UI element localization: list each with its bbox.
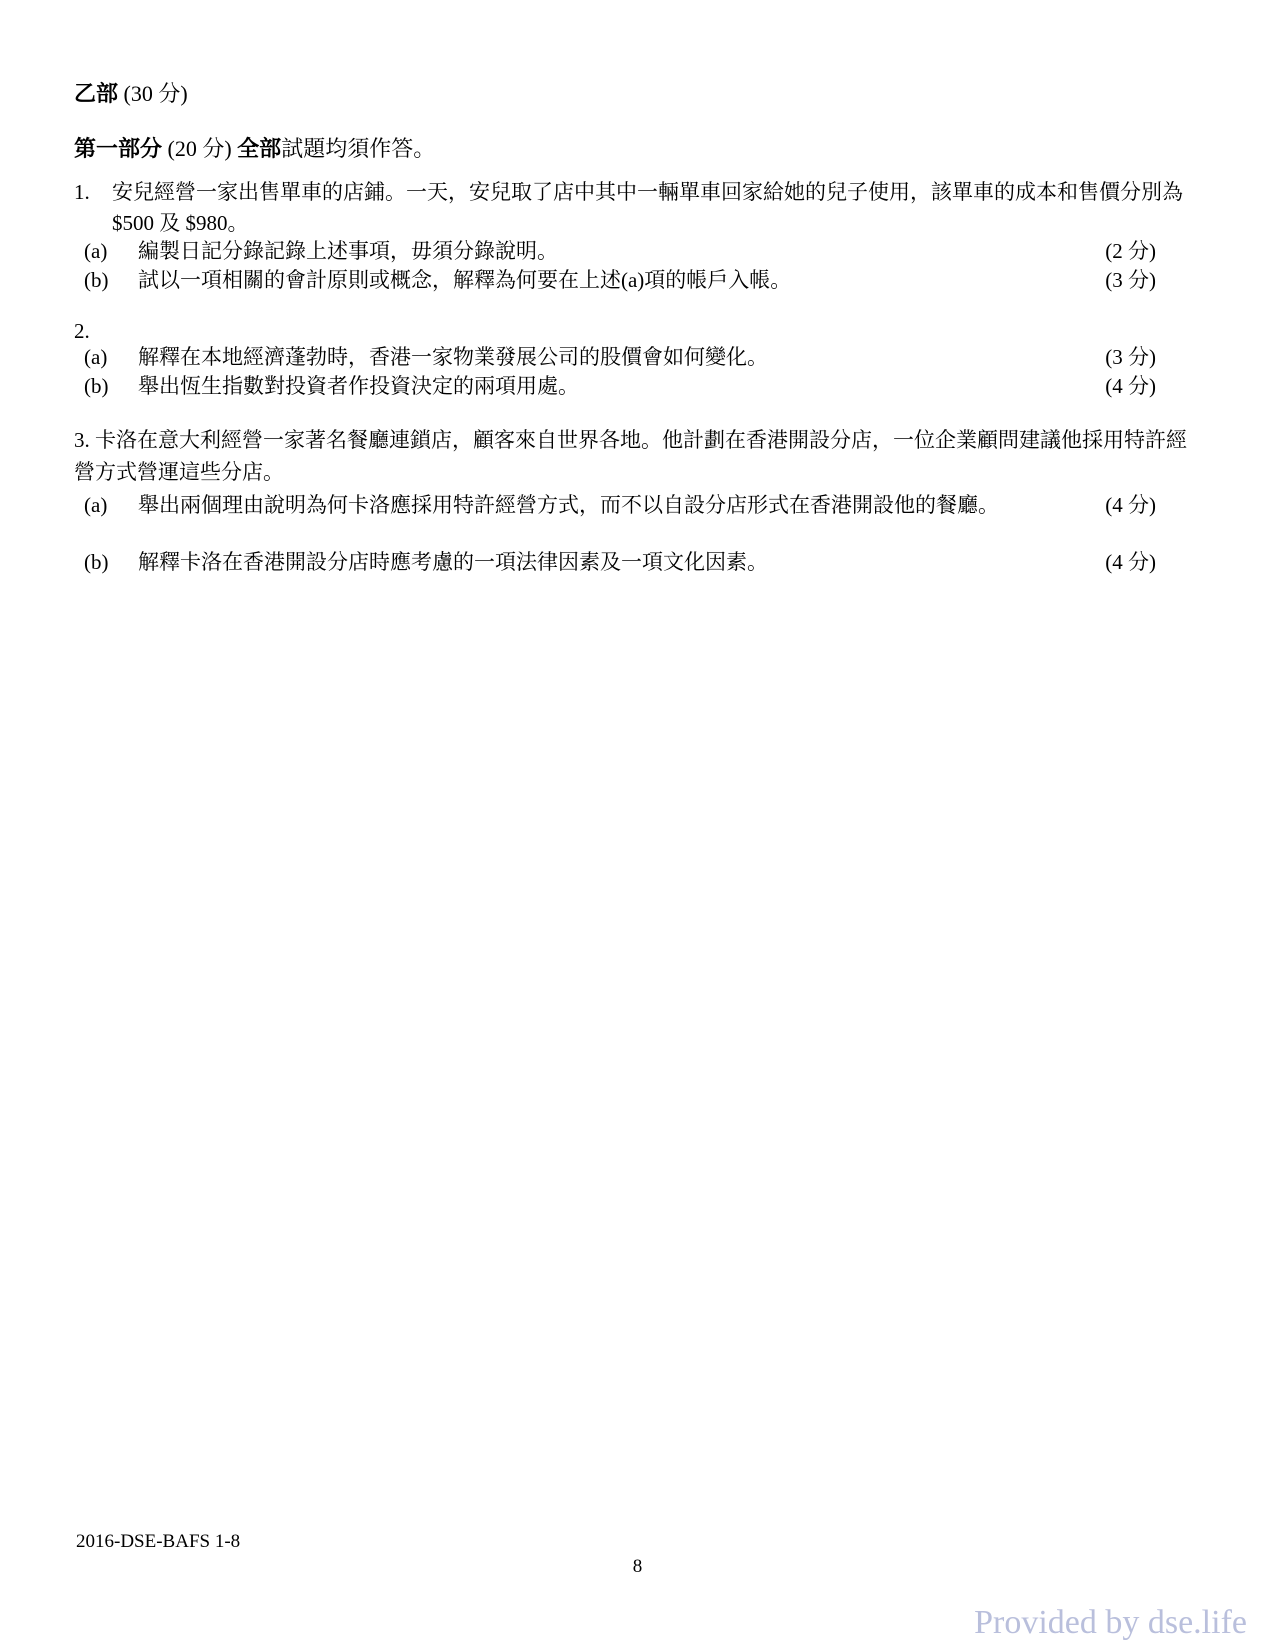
part-marks: (3 分) [1105, 268, 1156, 292]
part-label: (b) [84, 374, 109, 398]
part-label: 第一部分 [74, 136, 163, 161]
part-marks: (4 分) [1105, 550, 1156, 574]
question-1a [84, 236, 1156, 266]
page-number: 8 [632, 1556, 643, 1577]
part-text: 解釋卡洛在香港開設分店時應考慮的一項法律因素及一項文化因素。 [138, 550, 768, 574]
question-3 [74, 424, 1204, 488]
question-number: 1. [74, 180, 90, 204]
question-number: 3. [74, 428, 90, 452]
part-label: (a) [84, 345, 108, 369]
part-marks: (4 分) [1105, 493, 1156, 517]
question-number: 2. [74, 319, 90, 343]
question-2a [84, 342, 1156, 372]
part-text: 編製日記分錄記錄上述事項，毋須分錄說明。 [138, 239, 558, 263]
part-label: (b) [84, 268, 109, 292]
watermark: Provided by dse.life [974, 1604, 1247, 1641]
part-text: 舉出兩個理由說明為何卡洛應採用特許經營方式，而不以自設分店形式在香港開設他的餐廳。 [138, 493, 999, 517]
part-marks: (3 分) [1105, 345, 1156, 369]
question-1b [84, 265, 1156, 295]
question-stem: 安兒經營一家出售單車的店鋪。一天，安兒取了店中其中一輛單車回家給她的兒子使用，該單車的成本和售價分別為$500 及 $980。 [112, 180, 1183, 235]
part-instruction [74, 132, 435, 163]
section-title [74, 77, 188, 108]
question-3a [84, 490, 1156, 550]
part-marks: (2 分) [1105, 239, 1156, 263]
part-marks: (4 分) [1105, 374, 1156, 398]
section-marks: (30 分) [123, 81, 188, 106]
part-text: 試以一項相關的會計原則或概念，解釋為何要在上述(a)項的帳戶入帳。 [138, 268, 792, 292]
part-instruction-text: 試題均須作答。 [281, 136, 436, 161]
part-label: (a) [84, 493, 108, 517]
part-label: (b) [84, 550, 109, 574]
paper-code: 2016-DSE-BAFS 1-8 [76, 1531, 241, 1552]
part-marks: (20 分) [167, 136, 232, 161]
question-stem: 卡洛在意大利經營一家著名餐廳連鎖店，顧客來自世界各地。他計劃在香港開設分店，一位企業顧問建議他採用特許經營方式營運這些分店。 [74, 428, 1187, 484]
part-text: 解釋在本地經濟蓬勃時，香港一家物業發展公司的股價會如何變化。 [138, 345, 768, 369]
section-label: 乙部 [74, 81, 119, 106]
question-3b [84, 547, 1156, 577]
part-all: 全部 [237, 136, 282, 161]
part-label: (a) [84, 239, 108, 263]
question-2b [84, 371, 1156, 401]
question-1 [74, 177, 1204, 239]
part-text: 舉出恆生指數對投資者作投資決定的兩項用處。 [138, 374, 579, 398]
